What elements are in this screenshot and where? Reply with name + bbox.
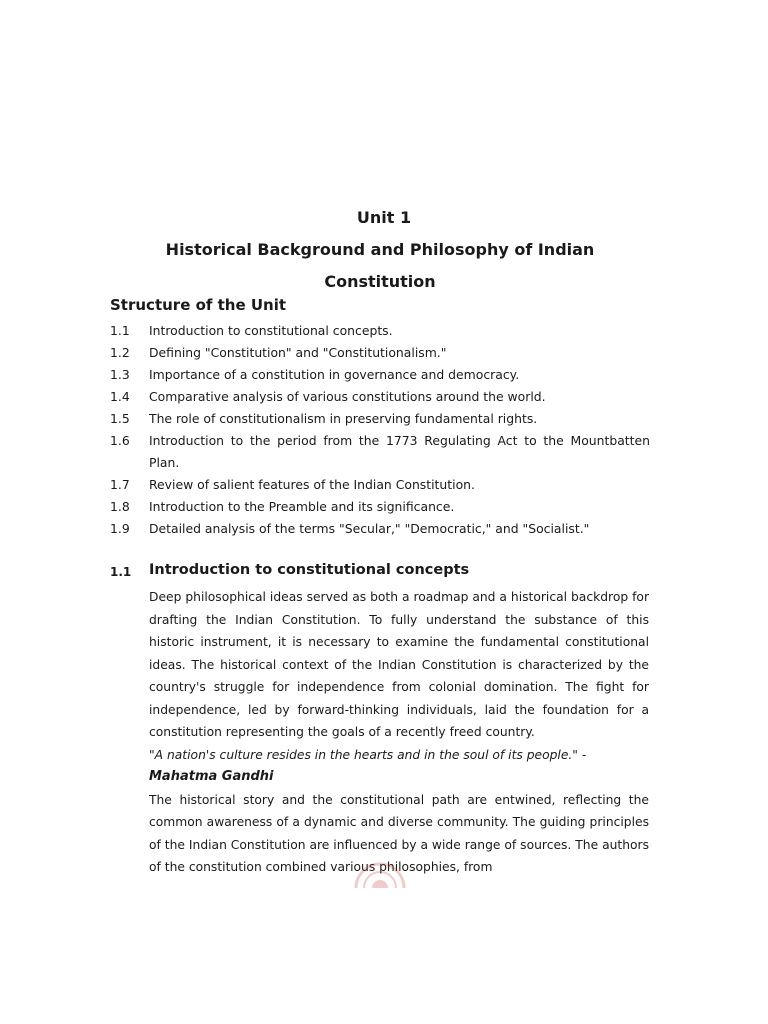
- structure-heading: Structure of the Unit: [110, 296, 287, 314]
- toc-text: Introduction to the Preamble and its significance.: [149, 499, 455, 514]
- university-seal-watermark-icon: [350, 852, 410, 890]
- toc-item: [110, 320, 650, 342]
- section-number: 1.1: [110, 565, 132, 579]
- toc-item: [110, 342, 650, 364]
- toc-text: Review of salient features of the Indian Constitution.: [149, 477, 475, 492]
- toc-number: 1.9: [110, 521, 130, 536]
- toc-number: 1.8: [110, 499, 130, 514]
- toc-item: [110, 364, 650, 386]
- toc-text: The role of constitutionalism in preserving fundamental rights.: [149, 411, 538, 426]
- section-body: [149, 586, 649, 879]
- quote: "A nation's culture resides in the hearts and in the soul of its people." -: [149, 747, 587, 762]
- toc-item: [110, 518, 650, 540]
- toc-number: 1.5: [110, 411, 130, 426]
- unit-number: Unit 1: [356, 208, 412, 227]
- toc-text: Importance of a constitution in governance and democracy.: [149, 367, 520, 382]
- toc-text: Comparative analysis of various constitutions around the world.: [149, 389, 546, 404]
- unit-title: Historical Background and Philosophy of Indian Constitution: [165, 240, 595, 291]
- toc-item: [110, 430, 650, 474]
- toc-item: [110, 474, 650, 496]
- toc-text: Introduction to constitutional concepts.: [149, 323, 393, 338]
- toc-number: 1.6: [110, 433, 130, 448]
- toc-text: Introduction to the period from the 1773 Regulating Act to the Mountbatten Plan.: [149, 433, 650, 470]
- toc-number: 1.2: [110, 345, 130, 360]
- toc-item: [110, 386, 650, 408]
- toc-number: 1.1: [110, 323, 130, 338]
- toc-text: Detailed analysis of the terms "Secular," "Democratic," and "Socialist.": [149, 521, 590, 536]
- toc-number: 1.4: [110, 389, 130, 404]
- section-heading: [110, 562, 469, 582]
- toc-number: 1.7: [110, 477, 130, 492]
- quote-author: Mahatma Gandhi: [149, 769, 274, 784]
- toc-item: [110, 496, 650, 518]
- toc-item: [110, 408, 650, 430]
- toc-number: 1.3: [110, 367, 130, 382]
- section-title: Introduction to constitutional concepts: [149, 562, 470, 578]
- paragraph: The historical story and the constitutional path are entwined, reflecting the common awareness of a dynamic and diverse community. The guiding principles of the Indian Constitution are influenced by a wide range of sources. The authors of the constitution combined various philosophies, from: [149, 792, 649, 874]
- table-of-contents: [110, 320, 650, 540]
- paragraph: Deep philosophical ideas served as both a roadmap and a historical backdrop for drafting the Indian Constitution. To fully understand the substance of this historic instrument, it is necessary to examine the fundamental constitutional ideas. The historical context of the Indian Constitution is characterized by the country's struggle for independence from colonial domination. The fight for independence, led by forward-thinking individuals, laid the foundation for a constitution representing the goals of a recently freed country.: [149, 590, 649, 739]
- toc-text: Defining "Constitution" and "Constitutionalism.": [149, 345, 447, 360]
